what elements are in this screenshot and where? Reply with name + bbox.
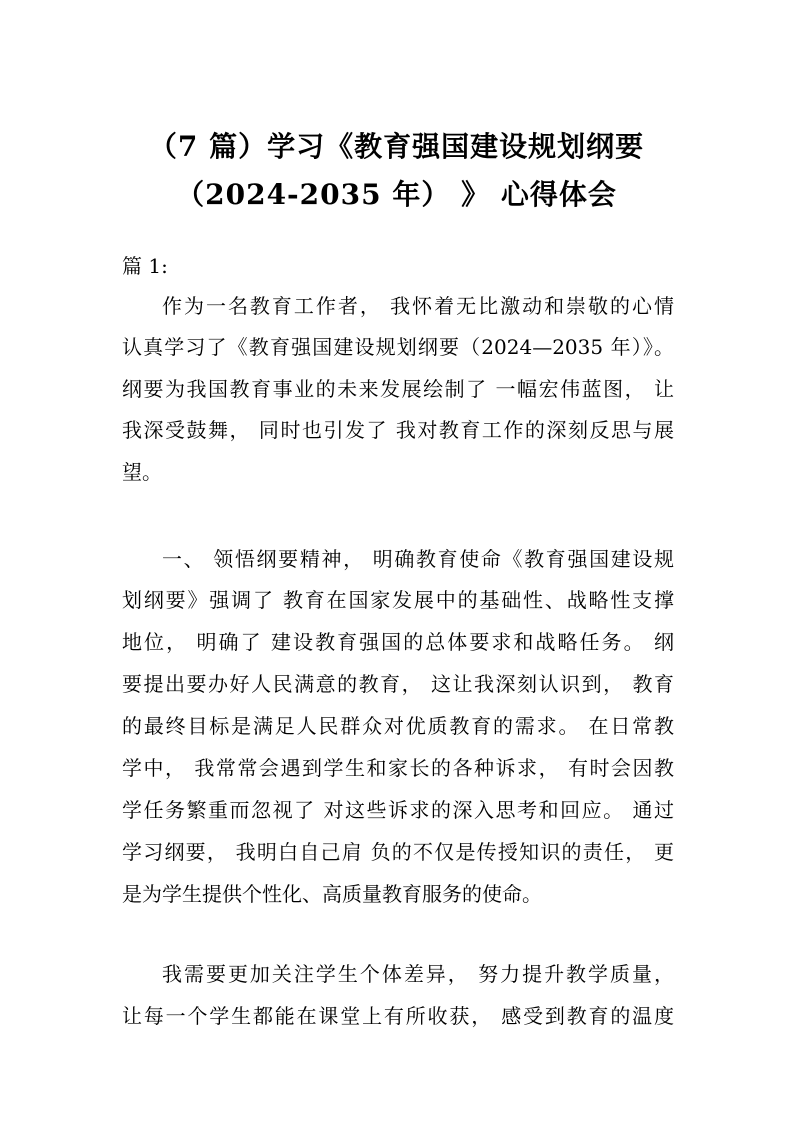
paragraph-1-line-3: 纲要为我国教育事业的未来发展绘制了 一幅宏伟蓝图， 让	[122, 377, 674, 401]
paragraph-2-line-6: 学中， 我常常会遇到学生和家长的各种诉求， 有时会因教	[122, 756, 674, 780]
paragraph-3-line-1: 我需要更加关注学生个体差异， 努力提升教学质量，	[162, 962, 674, 986]
document-title-line-1: （7 篇）学习《教育强国建设规划纲要	[148, 130, 645, 163]
paragraph-2-line-8: 学习纲要， 我明白自己肩 负的不仅是传授知识的责任， 更	[122, 840, 674, 864]
paragraph-2-line-2: 划纲要》强调了 教育在国家发展中的基础性、战略性支撑	[122, 588, 674, 612]
paragraph-2-line-9: 是为学生提供个性化、高质量教育服务的使命。	[122, 882, 542, 906]
document-title-line-2: （2024-2035 年） 》 心得体会	[176, 178, 617, 211]
paragraph-2-line-5: 的最终目标是满足人民群众对优质教育的需求。 在日常教	[122, 714, 674, 738]
paragraph-1-line-2: 认真学习了《教育强国建设规划纲要（2024—2035 年）》。	[122, 335, 674, 359]
paragraph-1-line-1: 作为一名教育工作者， 我怀着无比激动和崇敬的心情	[162, 294, 674, 318]
section-label: 篇 1:	[122, 254, 168, 278]
paragraph-1-line-5: 望。	[122, 460, 162, 484]
paragraph-1-line-4: 我深受鼓舞， 同时也引发了 我对教育工作的深刻反思与展	[122, 418, 674, 442]
paragraph-2-line-4: 要提出要办好人民满意的教育， 这让我深刻认识到， 教育	[122, 672, 674, 696]
paragraph-2-line-1: 一、 领悟纲要精神， 明确教育使命《教育强国建设规	[162, 547, 674, 571]
paragraph-2-line-7: 学任务繁重而忽视了 对这些诉求的深入思考和回应。 通过	[122, 798, 674, 822]
paragraph-3-line-2: 让每一个学生都能在课堂上有所收获， 感受到教育的温度	[122, 1004, 674, 1028]
paragraph-2-line-3: 地位， 明确了 建设教育强国的总体要求和战略任务。 纲	[122, 630, 674, 654]
